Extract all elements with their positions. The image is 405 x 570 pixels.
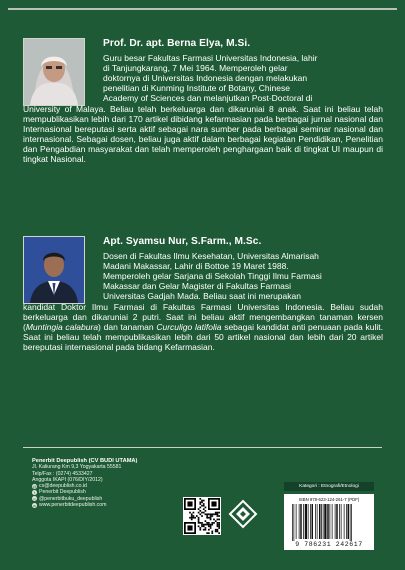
top-border — [8, 8, 397, 10]
author2-name: Apt. Syamsu Nur, S.Farm., M.Sc. — [103, 236, 262, 247]
facebook-text: Penerbit Deepublish — [39, 489, 86, 496]
species-name: Muntingia calabura — [25, 322, 99, 333]
publisher-logo — [226, 497, 260, 531]
author2-bio-text: kandidat Doktor Ilmu Farmasi di Fakultas Farmasi Universitas Indonesia. Beliau sudah berkeluarga dan dikaruniai 2 putri. Saat ini beliau aktif mengembangkan tanaman kersen ( — [23, 302, 383, 333]
globe-icon: w — [33, 502, 36, 508]
author2-bio-text: sebagai kandidat anti penuaan pada kulit. Saat ini beliau telah mempublikasikan lebih dari 50 artikel nasional dan lebih dari 20 artikel bereputasi internasional pada bidang Kefarmasian. — [23, 322, 383, 353]
author2-bio-line: Makassar dan Gelar Magister di Fakultas Farmasi — [103, 281, 292, 292]
author1-bio: University of Malaya. Beliau telah berkeluarga dan dikaruniai 8 anak. Saat ini beliau telah mempublikasikan lebih dari 170 artikel dibidang kefarmasian pada berbagai jurnal nasional dan Internasional bereputasi serta aktif sebagai nara sumber pada berbagai seminar nasional dan internasional. Sebagai dosen, beliau juga aktif dalam berbagai kegiatan Pendidikan, Penelitian dan Pengabdian masyarakat dan telah memperoleh penghargaan baik di tingkat UI maupun di tingkat Nasional. — [23, 104, 383, 165]
publisher-info — [32, 458, 137, 508]
author1-bio-line: di Tanjungkarang, 7 Mei 1964. Memperoleh gelar — [103, 63, 288, 74]
species-name: Curculigo latifolia — [156, 322, 222, 333]
email-text: cs@deepublish.co.id — [39, 483, 87, 490]
author1-bio-line: doktornya di Universitas Indonesia dengan melakukan — [103, 73, 308, 84]
author1-photo — [23, 38, 85, 106]
instagram-text: @penerbitbuku_deepublish — [39, 495, 103, 502]
website-text: www.penerbitdeepublish.com — [39, 502, 107, 509]
author2-bio-text: ) dan tanaman — [98, 322, 157, 333]
author1-bio-line: penelitian di Kunming Institute of Botany, Chinese — [103, 83, 290, 94]
author2-bio-line: Dosen di Fakultas Ilmu Kesehatan, Universitas Almarisah — [103, 251, 319, 261]
publisher-name: Penerbit Deepublish (CV BUDI UTAMA) — [32, 458, 138, 464]
author1-section — [23, 38, 383, 228]
author2-photo — [23, 236, 85, 304]
author2-bio-line: Universitas Gadjah Mada. Beliau saat ini merupakan — [103, 291, 301, 302]
publisher-phone: Telp/Fax : (0274) 4533427 — [32, 470, 93, 477]
author2-bio-line: Madani Makassar, Lahir di Bottoe 19 Maret 1988. — [103, 261, 289, 272]
author2-section — [23, 236, 383, 396]
publisher-website[interactable] — [32, 502, 137, 508]
mail-icon: @ — [32, 483, 37, 489]
barcode-digits: 9 786231 242617 — [295, 541, 363, 548]
author1-bio-line: Guru besar Fakultas Farmasi Universitas Indonesia, lahir — [103, 53, 318, 63]
author2-bio — [23, 302, 383, 352]
isbn-label: ISBN 978-623-124-261-7 (PDF) — [298, 497, 360, 502]
author1-bio-line: Academy of Sciences dan melanjutkan Post-Doctoral di — [103, 93, 313, 104]
author1-bio-intro — [103, 53, 383, 103]
publisher-address: Jl. Kaliurang Km 9,3 Yogyakarta 55581 — [32, 464, 122, 471]
instagram-icon: o — [33, 496, 36, 502]
facebook-icon: f — [33, 490, 36, 496]
author2-bio-line: Memperoleh gelar Sarjana di Sekolah Tinggi Ilmu Farmasi — [103, 271, 322, 282]
category-label: Kategori : Etnografi/Etnologi — [284, 482, 374, 491]
qr-code[interactable] — [183, 497, 221, 535]
author1-name: Prof. Dr. apt. Berna Elya, M.Si. — [103, 38, 251, 49]
isbn-barcode — [284, 494, 374, 550]
author2-bio-intro — [103, 251, 383, 301]
bottom-divider — [23, 447, 382, 448]
publisher-member: Anggota IKAPI (076/DIY/2012) — [32, 476, 103, 483]
